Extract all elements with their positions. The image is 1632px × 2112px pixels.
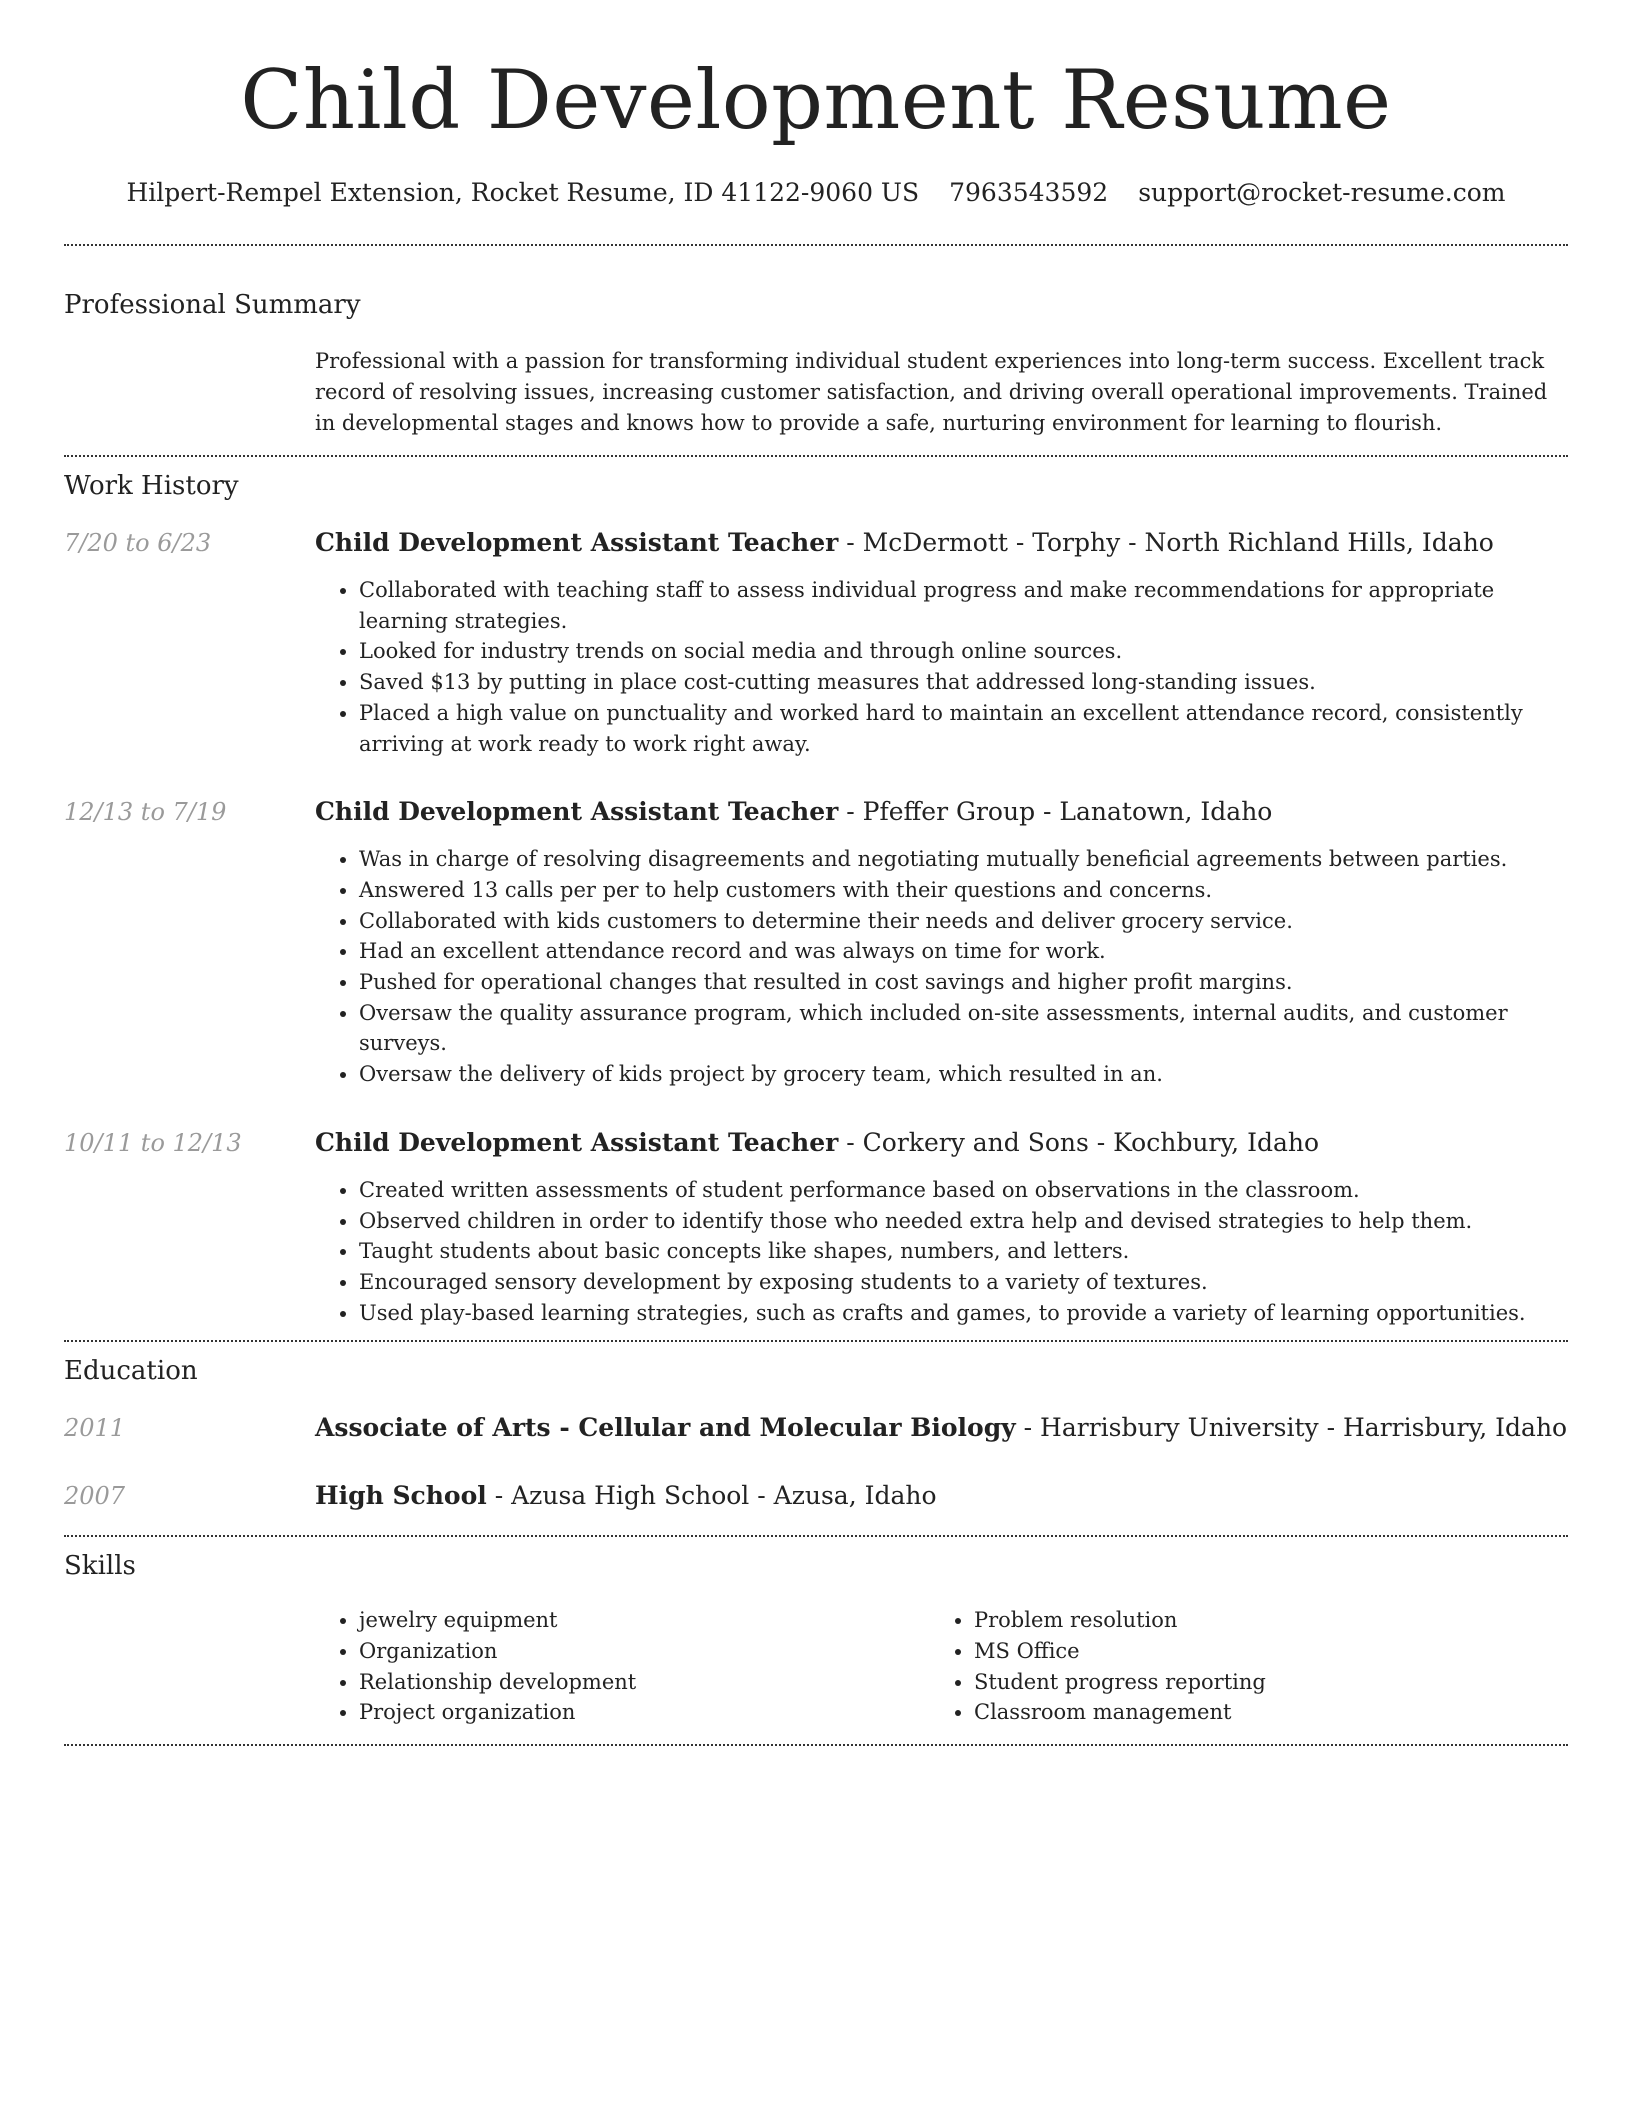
list-item: • Placed a high value on punctuality and worked hard to maintain an excellent attendance record, consistently arriving at work ready to work right away. [359, 698, 1568, 759]
list-item: • Used play-based learning strategies, such as crafts and games, to provide a variety of learning opportunities. [359, 1298, 1568, 1329]
contact-email[interactable]: support@rocket-resume.com [1138, 178, 1506, 207]
contact-line [64, 176, 1568, 210]
skills-column-right [930, 1605, 1545, 1728]
list-item: • Oversaw the quality assurance program, which included on-site assessments, internal audits, and customer surveys. [359, 998, 1568, 1059]
education-year: 2011 [64, 1414, 126, 1443]
job-heading [315, 1126, 1568, 1160]
job-role: Child Development Assistant Teacher [315, 797, 839, 827]
education-year: 2007 [64, 1482, 126, 1511]
list-item: • Oversaw the delivery of kids project by grocery team, which resulted in an. [359, 1059, 1568, 1090]
skill-item: • MS Office [974, 1636, 1545, 1667]
education-degree: High School [315, 1481, 487, 1511]
education-heading [315, 1479, 1568, 1513]
skill-item: • Project organization [359, 1697, 930, 1728]
section-title-summary: Professional Summary [64, 290, 361, 320]
section-title-work: Work History [64, 471, 239, 501]
job-details: - McDermott - Torphy - North Richland Hills, Idaho [838, 528, 1494, 557]
divider [64, 1744, 1568, 1746]
resume-title: Child Development Resume [240, 54, 1392, 148]
education-degree: Associate of Arts - Cellular and Molecular Biology [315, 1413, 1016, 1443]
divider [64, 1340, 1568, 1342]
education-details: - Harrisbury University - Harrisbury, Idaho [1015, 1413, 1568, 1443]
education-details: - Azusa High School - Azusa, Idaho [486, 1481, 937, 1511]
summary-text: Professional with a passion for transforming individual student experiences into long-term success. Excellent track record of resolving issues, increasing customer satisfaction, and driving overall operational improvements. Trained in developmental stages and knows how to provide a safe, nurturing environment for learning to flourish. [315, 349, 1548, 435]
job-bullets [315, 575, 1568, 759]
skill-item: • Problem resolution [974, 1605, 1545, 1636]
skill-item: • Organization [359, 1636, 930, 1667]
job-bullets [315, 844, 1568, 1090]
job-entry [64, 1126, 1568, 1329]
job-details: - Pfeffer Group - Lanatown, Idaho [838, 797, 1273, 827]
job-entry [64, 795, 1568, 1090]
job-dates: 12/13 to 7/19 [64, 798, 227, 827]
skill-item: • Relationship development [359, 1667, 930, 1698]
divider [64, 455, 1568, 457]
job-dates: 7/20 to 6/23 [64, 529, 212, 557]
job-details: - Corkery and Sons - Kochbury, Idaho [838, 1127, 1320, 1157]
job-dates: 10/11 to 12/13 [64, 1128, 242, 1157]
education-heading [315, 1411, 1568, 1445]
skill-item: • Classroom management [974, 1697, 1545, 1728]
list-item: • Answered 13 calls per per to help customers with their questions and concerns. [359, 875, 1568, 906]
list-item: • Collaborated with kids customers to determine their needs and deliver grocery service. [359, 906, 1568, 937]
list-item: • Pushed for operational changes that resulted in cost savings and higher profit margins. [359, 967, 1568, 998]
skill-item: • jewelry equipment [359, 1605, 930, 1636]
divider [64, 244, 1568, 246]
contact-phone: 7963543592 [949, 178, 1109, 207]
education-entry [64, 1411, 1568, 1445]
section-title-education: Education [64, 1356, 198, 1387]
job-role: Child Development Assistant Teacher [315, 528, 839, 557]
list-item: • Observed children in order to identify those who needed extra help and devised strategies to help them. [359, 1206, 1568, 1237]
list-item: • Collaborated with teaching staff to assess individual progress and make recommendations for appropriate learning strategies. [359, 575, 1568, 636]
contact-address: Hilpert-Rempel Extension, Rocket Resume, ID 41122-9060 US [126, 178, 920, 207]
skill-item: • Student progress reporting [974, 1667, 1545, 1698]
section-title-skills: Skills [64, 1551, 136, 1582]
job-bullets [315, 1175, 1568, 1329]
divider [64, 1535, 1568, 1537]
job-heading [315, 795, 1568, 829]
skills-list [315, 1605, 1568, 1728]
list-item: • Was in charge of resolving disagreements and negotiating mutually beneficial agreements between parties. [359, 844, 1568, 875]
list-item: • Created written assessments of student performance based on observations in the classroom. [359, 1175, 1568, 1206]
list-item: • Saved $13 by putting in place cost-cutting measures that addressed long-standing issues. [359, 667, 1568, 698]
skills-column-left [315, 1605, 930, 1728]
job-heading [315, 526, 1568, 560]
education-entry [64, 1479, 1568, 1513]
list-item: • Taught students about basic concepts like shapes, numbers, and letters. [359, 1236, 1568, 1267]
job-role: Child Development Assistant Teacher [315, 1127, 839, 1157]
resume-page [64, 0, 1568, 1746]
list-item: • Encouraged sensory development by exposing students to a variety of textures. [359, 1267, 1568, 1298]
list-item: • Looked for industry trends on social media and through online sources. [359, 636, 1568, 667]
list-item: • Had an excellent attendance record and was always on time for work. [359, 936, 1568, 967]
job-entry [64, 526, 1568, 759]
